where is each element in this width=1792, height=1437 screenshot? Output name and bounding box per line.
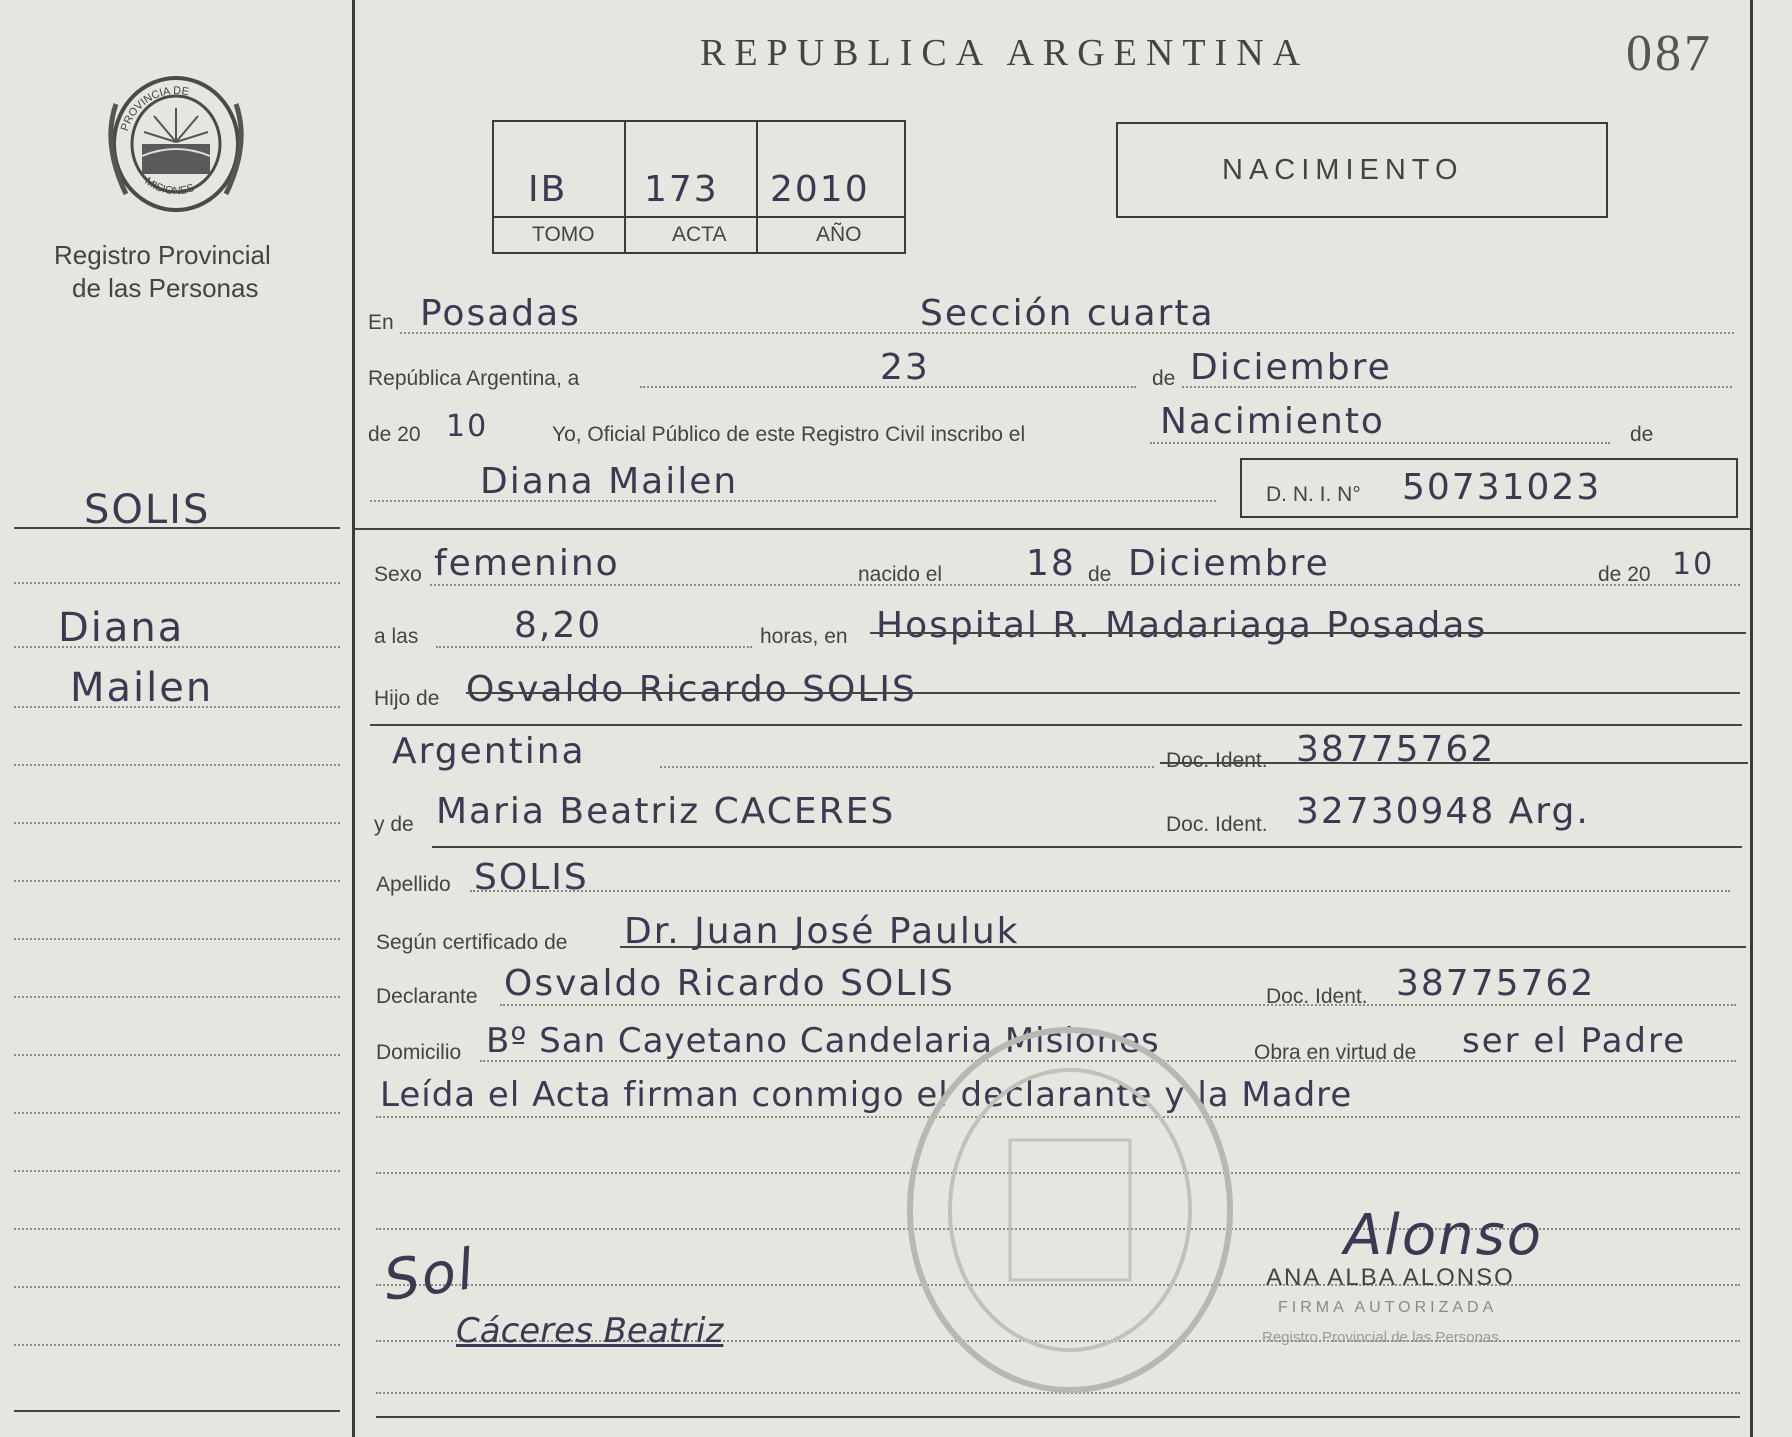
label-de-3: de bbox=[1088, 563, 1112, 586]
label-doc-mother: Doc. Ident. bbox=[1166, 813, 1268, 836]
margin-name1: Diana bbox=[58, 605, 185, 651]
field-day: 23 bbox=[880, 347, 930, 388]
form-line bbox=[1150, 442, 1610, 444]
form-line bbox=[400, 332, 1734, 334]
registry-line1: Registro Provincial bbox=[54, 240, 271, 270]
type-label: NACIMIENTO bbox=[1222, 154, 1464, 186]
tomo-label: TOMO bbox=[532, 223, 595, 246]
field-declarant-doc: 38775762 bbox=[1396, 963, 1596, 1004]
official-subtitle: Registro Provincial de las Personas bbox=[1262, 1329, 1499, 1346]
margin-line bbox=[14, 1286, 340, 1288]
field-birth-year: 10 bbox=[1672, 547, 1715, 582]
margin-line bbox=[14, 1170, 340, 1172]
seal-bottom-text: MISIONES bbox=[142, 175, 196, 198]
field-birth-day: 18 bbox=[1026, 543, 1076, 584]
margin-line bbox=[14, 938, 340, 940]
form-line bbox=[376, 1416, 1740, 1418]
label-doc-declarant: Doc. Ident. bbox=[1266, 985, 1368, 1008]
field-month: Diciembre bbox=[1190, 347, 1392, 388]
label-apellido: Apellido bbox=[376, 873, 451, 896]
margin-line bbox=[14, 764, 340, 766]
label-republica: República Argentina, a bbox=[368, 367, 580, 390]
label-segun: Según certificado de bbox=[376, 931, 568, 954]
label-de-2: de bbox=[1630, 423, 1654, 446]
field-time: 8,20 bbox=[514, 605, 603, 646]
field-father-doc: 38775762 bbox=[1296, 729, 1496, 770]
form-line bbox=[432, 846, 1742, 848]
field-event: Nacimiento bbox=[1160, 401, 1385, 442]
form-line bbox=[640, 386, 1136, 388]
anio-label: AÑO bbox=[816, 223, 862, 246]
acta-value: 173 bbox=[644, 169, 719, 210]
margin-line bbox=[14, 1410, 340, 1412]
margin-line bbox=[14, 706, 340, 708]
page-edge bbox=[1750, 0, 1753, 1437]
official-name: ANA ALBA ALONSO bbox=[1266, 1264, 1515, 1291]
field-city: Posadas bbox=[420, 293, 581, 334]
field-dni: 50731023 bbox=[1402, 467, 1602, 508]
margin-line bbox=[14, 646, 340, 648]
label-de20: de 20 bbox=[368, 423, 421, 446]
label-de: de bbox=[1152, 367, 1176, 390]
form-line bbox=[500, 1004, 1736, 1006]
field-mother-doc: 32730948 Arg. bbox=[1296, 791, 1590, 832]
page-number: 087 bbox=[1626, 25, 1713, 82]
label-yo-oficial: Yo, Oficial Público de este Registro Civil inscribo el bbox=[552, 423, 1026, 446]
svg-text:MISIONES bbox=[143, 175, 196, 197]
label-hijo: Hijo de bbox=[374, 687, 440, 710]
field-year-suffix: 10 bbox=[446, 409, 489, 444]
official-stamp-icon bbox=[900, 1010, 1240, 1410]
field-father: Osvaldo Ricardo SOLIS bbox=[466, 669, 917, 710]
form-line bbox=[430, 584, 1740, 586]
form-line bbox=[370, 724, 1742, 726]
registry-line2: de las Personas bbox=[72, 273, 259, 303]
form-line bbox=[620, 946, 1746, 948]
margin-line bbox=[14, 527, 340, 529]
label-declarante: Declarante bbox=[376, 985, 478, 1008]
label-en: En bbox=[368, 311, 394, 334]
record-box bbox=[492, 120, 906, 254]
form-line bbox=[436, 646, 752, 648]
form-line bbox=[370, 500, 1216, 502]
margin-line bbox=[14, 880, 340, 882]
tomo-value: IB bbox=[528, 169, 568, 210]
field-closing: Leída el Acta firman conmigo el declarante y la Madre bbox=[380, 1075, 1353, 1115]
field-certificate: Dr. Juan José Pauluk bbox=[624, 911, 1020, 952]
signature-official: Alonso bbox=[1344, 1203, 1544, 1268]
field-section: Sección cuarta bbox=[920, 293, 1215, 334]
country-title: REPUBLICA ARGENTINA bbox=[700, 32, 1310, 74]
svg-text:PROVINCIA DE bbox=[119, 85, 190, 133]
form-line bbox=[660, 766, 1154, 768]
margin-name2: Mailen bbox=[70, 665, 214, 711]
anio-value: 2010 bbox=[770, 169, 870, 210]
form-line bbox=[1160, 762, 1748, 764]
field-father-nationality: Argentina bbox=[392, 731, 586, 772]
field-birth-month: Diciembre bbox=[1128, 543, 1330, 584]
signature-initial: Sol bbox=[379, 1236, 480, 1315]
column-divider bbox=[352, 0, 355, 1437]
signature-mother: Cáceres Beatriz bbox=[456, 1311, 724, 1351]
form-line bbox=[1182, 386, 1732, 388]
field-address: Bº San Cayetano Candelaria Misiones bbox=[486, 1021, 1160, 1061]
label-doc-father: Doc. Ident. bbox=[1166, 749, 1268, 772]
label-sexo: Sexo bbox=[374, 563, 422, 586]
field-declarant: Osvaldo Ricardo SOLIS bbox=[504, 963, 955, 1004]
margin-line bbox=[14, 822, 340, 824]
type-box bbox=[1116, 122, 1608, 218]
field-place: Hospital R. Madariaga Posadas bbox=[876, 605, 1488, 646]
margin-line bbox=[14, 996, 340, 998]
label-dni: D. N. I. N° bbox=[1266, 483, 1361, 506]
seal-top-text: PROVINCIA DE bbox=[118, 84, 190, 133]
field-name: Diana Mailen bbox=[480, 461, 739, 502]
margin-line bbox=[14, 582, 340, 584]
label-domicilio: Domicilio bbox=[376, 1041, 462, 1064]
margin-line bbox=[14, 1228, 340, 1230]
field-sex: femenino bbox=[434, 543, 620, 584]
label-obra: Obra en virtud de bbox=[1254, 1041, 1417, 1064]
acta-label: ACTA bbox=[672, 223, 727, 246]
misiones-seal-icon bbox=[96, 64, 256, 224]
dni-box bbox=[1240, 458, 1738, 518]
section-divider bbox=[354, 528, 1750, 530]
label-y-de: y de bbox=[374, 813, 414, 836]
form-line bbox=[470, 890, 1730, 892]
field-by-virtue: ser el Padre bbox=[1462, 1021, 1687, 1061]
form-line bbox=[466, 692, 1740, 694]
margin-line bbox=[14, 1344, 340, 1346]
margin-line bbox=[14, 1054, 340, 1056]
label-a-las: a las bbox=[374, 625, 419, 648]
label-horas-en: horas, en bbox=[760, 625, 848, 648]
margin-line bbox=[14, 1112, 340, 1114]
field-mother: Maria Beatriz CACERES bbox=[436, 791, 896, 832]
label-nacido: nacido el bbox=[858, 563, 943, 586]
margin-surname: SOLIS bbox=[84, 487, 211, 533]
form-line bbox=[870, 632, 1746, 634]
label-de20b: de 20 bbox=[1598, 563, 1651, 586]
official-title: FIRMA AUTORIZADA bbox=[1278, 1299, 1498, 1316]
field-surname: SOLIS bbox=[474, 857, 589, 898]
